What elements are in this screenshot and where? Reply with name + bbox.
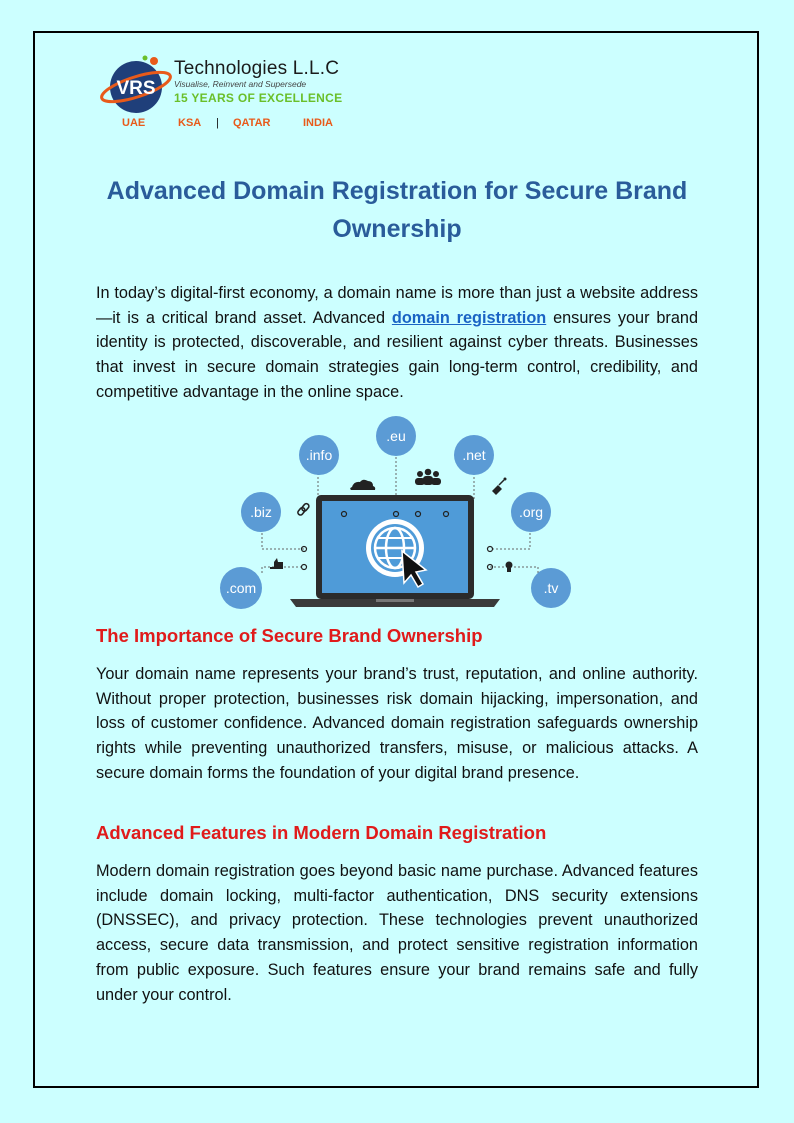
- domain-bubble-eu: [376, 416, 416, 456]
- link-icon: [297, 503, 310, 516]
- svg-text:.eu: .eu: [386, 428, 406, 444]
- section-body-features: Modern domain registration goes beyond basic name purchase. Advanced features include domain locking, multi-factor authentication, DNS security extensions (DNSSEC), and privacy protection. These technologies prevent unauthorized access, secure data transmission, and protect sensitive registration information from public exposure. Such features ensure your brand remains safe and fully under your control.: [96, 862, 698, 1004]
- location-india: INDIA: [303, 117, 333, 129]
- satellite-icon: [492, 478, 507, 496]
- logo-tagline: Visualise, Reinvent and Supersede: [174, 79, 307, 89]
- section-heading-features: Advanced Features in Modern Domain Registration: [96, 822, 547, 843]
- cloud-icon: [350, 480, 375, 490]
- company-logo: [98, 55, 358, 135]
- lightbulb-icon: [506, 562, 513, 573]
- svg-text:.tv: .tv: [543, 580, 559, 596]
- svg-text:.org: .org: [518, 504, 544, 520]
- intro-paragraph: [96, 281, 698, 405]
- users-icon: [415, 469, 441, 485]
- domain-bubble-biz: [241, 492, 281, 532]
- location-uae: UAE: [122, 117, 146, 129]
- location-qatar: QATAR: [233, 117, 271, 129]
- globe-logo-icon: [98, 55, 176, 117]
- logo-years: 15 YEARS OF EXCELLENCE: [174, 91, 343, 105]
- domain-bubble-tv: [531, 568, 571, 608]
- domain-bubble-org: [511, 492, 551, 532]
- domain-bubble-net: [454, 435, 494, 475]
- intro-text-after: ensures your brand identity is protected, discoverable, and resilient against cyber threats. Businesses that invest in secure domain strategies gain long-term control, credibility, and competitive advantage in the online space.: [96, 308, 698, 401]
- section-heading-importance: The Importance of Secure Brand Ownership: [96, 625, 483, 646]
- section-body-importance: Your domain name represents your brand’s trust, reputation, and online authority. Without proper protection, businesses risk domain hijacking, impersonation, and loss of customer confidence. Advanced domain registration safeguards ownership rights while preventing unauthorized transfers, misuse, or malicious attacks. A secure domain forms the foundation of your digital brand presence.: [96, 665, 698, 782]
- svg-text:.com: .com: [225, 580, 257, 596]
- location-separator: |: [216, 117, 219, 129]
- domain-illustration: [218, 415, 576, 611]
- intro-text-before: In today’s digital-first economy, a domain name is more than just a website address—it is a critical brand asset. Advanced: [96, 284, 698, 327]
- logo-mark: VRS: [116, 78, 156, 99]
- domain-registration-link[interactable]: domain registration: [391, 308, 547, 327]
- svg-text:.info: .info: [305, 447, 333, 463]
- thumbs-up-icon: [270, 558, 283, 569]
- location-ksa: KSA: [178, 117, 202, 129]
- logo-locations: [122, 117, 333, 129]
- domain-bubble-com: [220, 567, 262, 609]
- svg-text:.biz: .biz: [250, 504, 272, 520]
- logo-name: Technologies L.L.C: [174, 58, 340, 79]
- svg-text:.net: .net: [462, 447, 486, 463]
- domain-bubble-info: [299, 435, 339, 475]
- page-title: Advanced Domain Registration for Secure Brand Ownership: [106, 177, 688, 243]
